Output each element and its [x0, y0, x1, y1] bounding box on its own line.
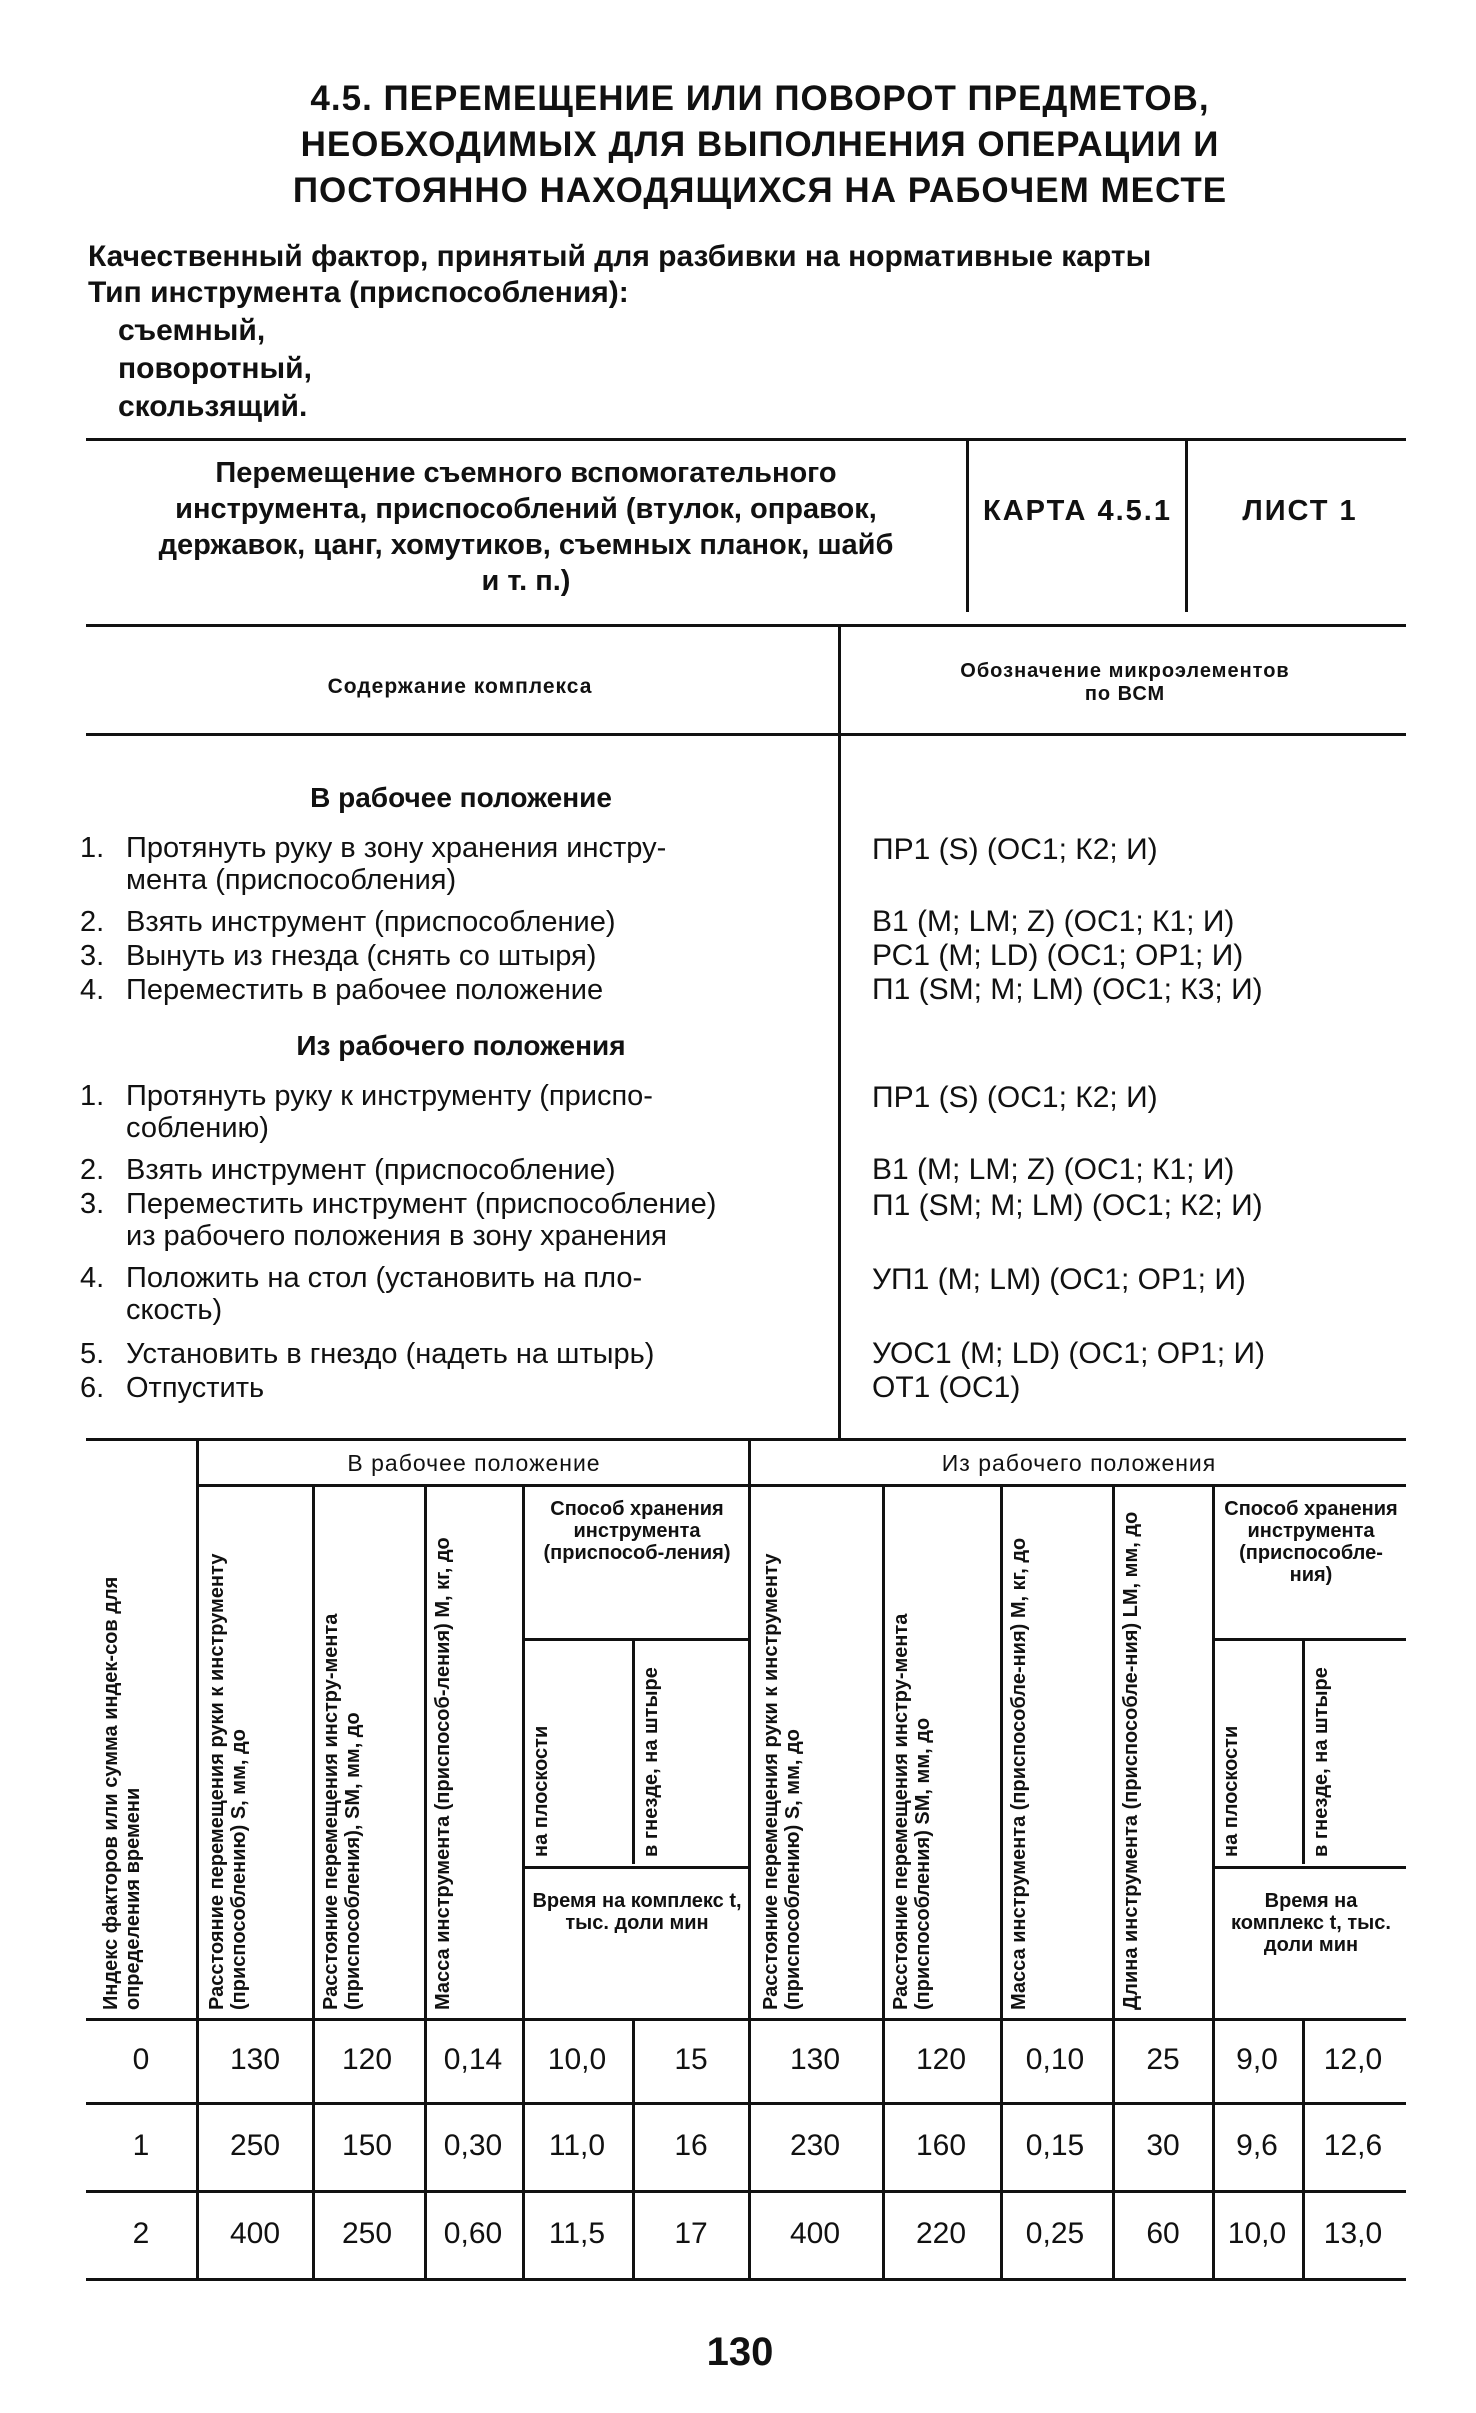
step-text: Отпустить: [126, 1372, 265, 1404]
cell-mass-out: 0,10: [1025, 2043, 1085, 2076]
col-index: Индекс факторов или сумма индек-сов для определения времени: [100, 1576, 144, 2010]
step-code: ПР1 (S) (ОС1; К2; И): [872, 1081, 1158, 1114]
step-number: 2.: [80, 1154, 105, 1186]
card-desc-line-1: Перемещение съемного вспомогательного: [215, 457, 837, 489]
step-in-3: [80, 940, 840, 972]
cell-time-socket-out: 12,0: [1323, 2043, 1383, 2076]
cell-time-socket-in: 15: [674, 2043, 708, 2076]
intro-type-1: съемный,: [118, 314, 266, 347]
rule: [86, 438, 1406, 441]
card-description: [86, 455, 966, 610]
rule: [196, 1440, 199, 2280]
rule: [1185, 440, 1188, 612]
cell-hand-distance-out: 130: [789, 2043, 841, 2076]
intro-factor: Качественный фактор, принятый для разбивки на нормативные карты: [88, 240, 1152, 273]
step-code: УОС1 (M; LD) (ОС1; ОР1; И): [872, 1337, 1266, 1370]
col-storage-out: Способ хранения инструмента (приспособле-ния): [1224, 1498, 1398, 1586]
step-number: 5.: [80, 1338, 105, 1370]
step-number: 1.: [80, 832, 105, 864]
complex-col-content: Содержание комплекса: [327, 675, 593, 698]
cell-length-out: 30: [1146, 2129, 1180, 2162]
cell-time-socket-out: 13,0: [1323, 2217, 1383, 2250]
step-text: Протянуть руку в зону хранения инстру-: [126, 832, 667, 864]
cell-index: 2: [132, 2217, 150, 2250]
step-number: 3.: [80, 940, 105, 972]
step-text: Переместить инструмент (приспособление): [126, 1188, 717, 1220]
heading-line-1: 4.5. ПЕРЕМЕЩЕНИЕ ИЛИ ПОВОРОТ ПРЕДМЕТОВ,: [310, 79, 1210, 118]
col-mass-out: Масса инструмента (приспособле-ния) M, кг, до: [1008, 1537, 1030, 2010]
col-plane-out: на плоскости: [1220, 1725, 1242, 1857]
col-socket-out: в гнезде, на штыре: [1310, 1667, 1332, 1857]
rule: [1302, 1640, 1305, 1864]
step-number: 6.: [80, 1372, 105, 1404]
rule: [1000, 1486, 1003, 2280]
rule: [196, 1484, 1406, 1487]
intro-tool-type: Тип инструмента (приспособления):: [88, 276, 629, 309]
step-code: В1 (M; LM; Z) (ОС1; К1; И): [872, 905, 1235, 938]
col-hand-distance-in: Расстояние перемещения руки к инструменту (приспособлению) S, мм, до: [206, 1553, 250, 2010]
rule: [86, 733, 1406, 736]
cell-mass-in: 0,30: [443, 2129, 503, 2162]
step-text: Положить на стол (установить на пло-: [126, 1262, 643, 1294]
rule: [86, 2102, 1406, 2105]
col-socket-in: в гнезде, на штыре: [640, 1667, 662, 1857]
cell-time-plane-in: 10,0: [547, 2043, 607, 2076]
step-code: УП1 (M; LM) (ОС1; ОР1; И): [872, 1263, 1246, 1296]
cell-time-plane-in: 11,0: [548, 2129, 606, 2162]
step-text: Вынуть из гнезда (снять со штыря): [126, 940, 597, 972]
step-in-4: [80, 974, 840, 1006]
cell-hand-distance-in: 250: [229, 2129, 281, 2162]
cell-time-socket-out: 12,6: [1323, 2129, 1383, 2162]
cell-tool-distance-out: 160: [915, 2129, 967, 2162]
complex-col-code-line-1: Обозначение микроэлементов: [960, 660, 1290, 682]
step-in-2: [80, 906, 840, 938]
cell-time-plane-out: 10,0: [1227, 2217, 1287, 2250]
step-number: 1.: [80, 1080, 105, 1112]
cell-time-socket-in: 17: [674, 2217, 708, 2250]
rule: [966, 440, 969, 612]
step-number: 2.: [80, 906, 105, 938]
step-number: 4.: [80, 974, 105, 1006]
section-from-working: Из рабочего положения: [296, 1030, 626, 1061]
section-to-working: В рабочее положение: [310, 782, 612, 813]
step-text: Переместить в рабочее положение: [126, 974, 604, 1006]
card-desc-line-4: и т. п.): [481, 565, 571, 597]
cell-tool-distance-in: 150: [341, 2129, 393, 2162]
col-length-out: Длина инструмента (приспособле-ния) LM, мм, до: [1120, 1511, 1142, 2010]
step-code: П1 (SM; M; LM) (ОС1; К3; И): [872, 973, 1263, 1006]
step-text: Протянуть руку к инструменту (приспо-: [126, 1080, 653, 1112]
rule: [632, 1640, 635, 1864]
rule: [524, 1638, 748, 1641]
step-text-cont: соблению): [126, 1112, 269, 1144]
col-tool-distance-out: Расстояние перемещения инстру-мента (приспособления) SM, мм, до: [890, 1613, 934, 2010]
rule: [86, 2018, 1406, 2021]
page-number: 130: [706, 2330, 774, 2374]
cell-length-out: 60: [1146, 2217, 1180, 2250]
cell-index: 0: [132, 2043, 150, 2076]
intro-type-3: скользящий.: [118, 390, 308, 423]
step-text-cont: скость): [126, 1294, 223, 1326]
step-code: ОТ1 (ОС1): [872, 1371, 1021, 1404]
col-hand-distance-out: Расстояние перемещения руки к инструменту (приспособлению) S, мм, до: [760, 1553, 804, 2010]
rule: [1214, 1638, 1406, 1641]
col-time-in: Время на комплекс t, тыс. доли мин: [532, 1890, 742, 1934]
rule: [748, 1440, 751, 2280]
col-plane-in: на плоскости: [530, 1725, 552, 1857]
sheet-number: ЛИСТ 1: [1242, 495, 1358, 527]
col-time-out: Время на комплекс t, тыс. доли мин: [1231, 1890, 1391, 1956]
rule: [312, 1486, 315, 2280]
rule: [86, 1438, 1406, 1441]
step-in-1: [80, 832, 840, 898]
group-to-working: В рабочее положение: [347, 1450, 601, 1476]
step-number: 3.: [80, 1188, 105, 1220]
step-code: РС1 (M; LD) (ОС1; ОР1; И): [872, 939, 1244, 972]
rule: [632, 2020, 635, 2280]
step-number: 4.: [80, 1262, 105, 1294]
rule: [86, 2190, 1406, 2193]
card-desc-line-2: инструмента, приспособлений (втулок, оправок,: [175, 493, 877, 525]
step-out-3: [80, 1188, 840, 1254]
step-out-2: [80, 1154, 840, 1186]
cell-mass-in: 0,60: [443, 2217, 503, 2250]
cell-time-plane-in: 11,5: [548, 2217, 606, 2250]
step-out-5: [80, 1338, 840, 1370]
col-tool-distance-in: Расстояние перемещения инстру-мента (приспособления), SM, мм, до: [320, 1613, 364, 2010]
step-code: В1 (M; LM; Z) (ОС1; К1; И): [872, 1153, 1235, 1186]
step-text: Установить в гнездо (надеть на штырь): [126, 1338, 655, 1370]
complex-col-code: [845, 660, 1405, 706]
cell-mass-in: 0,14: [443, 2043, 503, 2076]
cell-tool-distance-in: 250: [341, 2217, 393, 2250]
cell-tool-distance-out: 220: [915, 2217, 967, 2250]
cell-hand-distance-out: 400: [789, 2217, 841, 2250]
rule: [424, 1486, 427, 2280]
cell-mass-out: 0,25: [1025, 2217, 1085, 2250]
card-number: КАРТА 4.5.1: [983, 495, 1172, 527]
group-from-working: Из рабочего положения: [941, 1450, 1217, 1476]
rule: [1112, 1486, 1115, 2280]
complex-col-code-line-2: по ВСМ: [1084, 683, 1166, 705]
col-storage-in: Способ хранения инструмента (приспособ-ления): [543, 1498, 731, 1564]
cell-tool-distance-in: 120: [341, 2043, 393, 2076]
cell-time-socket-in: 16: [674, 2129, 708, 2162]
rule: [1214, 1866, 1406, 1869]
step-text-cont: из рабочего положения в зону хранения: [126, 1220, 667, 1252]
step-text-cont: мента (приспособления): [126, 864, 457, 896]
rule: [522, 1486, 525, 2280]
step-text: Взять инструмент (приспособление): [126, 1154, 616, 1186]
heading-line-2: НЕОБХОДИМЫХ ДЛЯ ВЫПОЛНЕНИЯ ОПЕРАЦИИ И: [300, 125, 1220, 164]
cell-hand-distance-in: 130: [229, 2043, 281, 2076]
step-out-6: [80, 1372, 840, 1404]
cell-hand-distance-in: 400: [229, 2217, 281, 2250]
step-text: Взять инструмент (приспособление): [126, 906, 616, 938]
intro-type-2: поворотный,: [118, 352, 312, 385]
card-desc-line-3: державок, цанг, хомутиков, съемных планок, шайб: [158, 529, 894, 561]
heading-line-3: ПОСТОЯННО НАХОДЯЩИХСЯ НА РАБОЧЕМ МЕСТЕ: [292, 171, 1228, 210]
step-code: П1 (SM; M; LM) (ОС1; К2; И): [872, 1189, 1263, 1222]
cell-time-plane-out: 9,6: [1236, 2129, 1278, 2162]
step-code: ПР1 (S) (ОС1; К2; И): [872, 833, 1158, 866]
rule: [1302, 2020, 1305, 2280]
cell-mass-out: 0,15: [1025, 2129, 1085, 2162]
rule: [86, 624, 1406, 627]
rule: [882, 1486, 885, 2280]
step-out-1: [80, 1080, 840, 1146]
cell-tool-distance-out: 120: [915, 2043, 967, 2076]
cell-index: 1: [132, 2129, 150, 2162]
cell-length-out: 25: [1146, 2043, 1180, 2076]
col-mass-in: Масса инструмента (приспособ-ления) M, кг, до: [432, 1537, 454, 2010]
step-out-4: [80, 1262, 840, 1328]
cell-hand-distance-out: 230: [789, 2129, 841, 2162]
cell-time-plane-out: 9,0: [1236, 2043, 1278, 2076]
rule: [86, 2278, 1406, 2281]
rule: [524, 1866, 748, 1869]
